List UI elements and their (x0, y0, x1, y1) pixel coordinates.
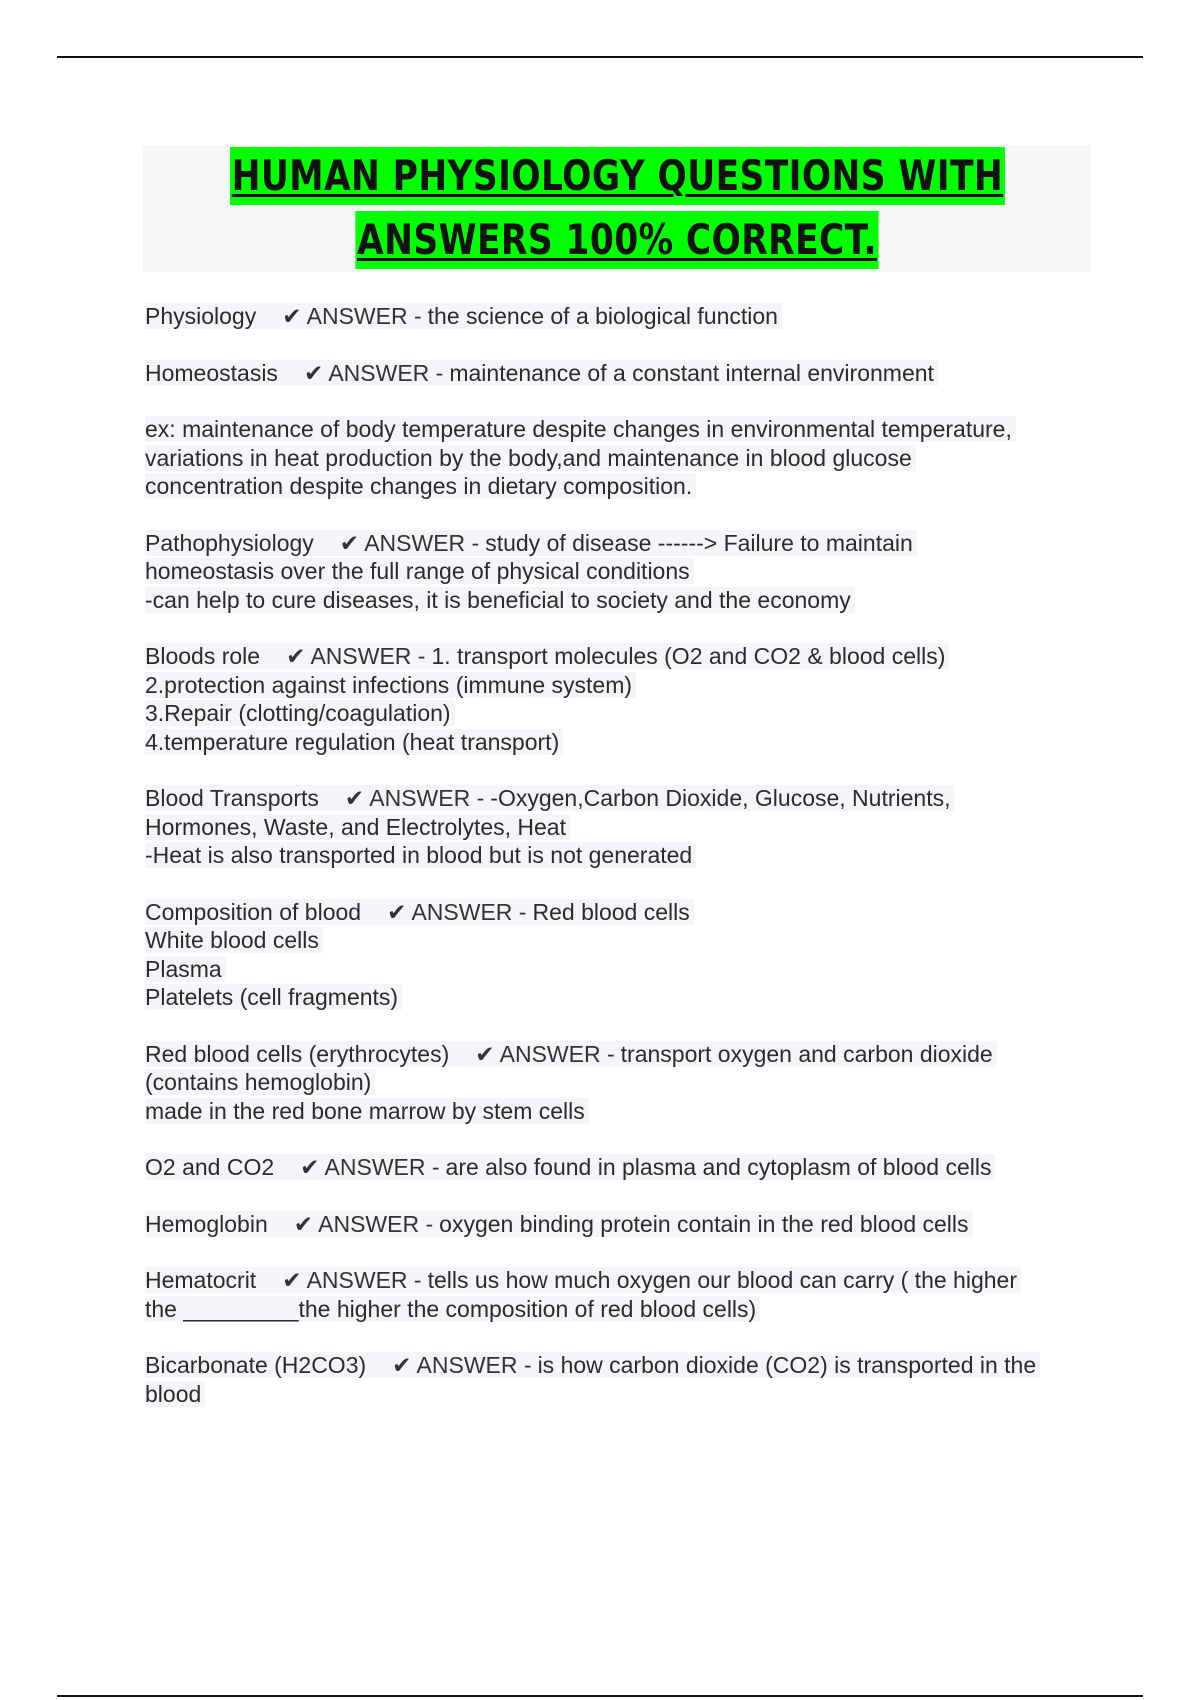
qa-entry-first-line (145, 1210, 1095, 1239)
qa-answer-text: the science of a biological function (427, 303, 778, 329)
qa-continuation-text: the _________the higher the composition of red blood cells) (145, 1296, 760, 1322)
checkmark-answer-marker: ✔ ANSWER - (293, 1210, 434, 1237)
qa-continuation-text: 3.Repair (clotting/coagulation) (145, 700, 455, 726)
qa-entry-first-line (145, 1153, 1095, 1182)
qa-continuation-text: -Heat is also transported in blood but is not generated (145, 842, 696, 868)
qa-continuation-text: White blood cells (145, 927, 323, 953)
qa-term: Bloods role (145, 643, 261, 669)
qa-continuation-line (145, 955, 1095, 984)
qa-continuation-text: 4.temperature regulation (heat transport) (145, 729, 563, 755)
qa-entry-highlight (145, 785, 954, 811)
qa-entry (145, 642, 1095, 756)
qa-entry-highlight (145, 1154, 995, 1180)
qa-answer-text: tells us how much oxygen our blood can carry ( the higher (427, 1267, 1017, 1293)
checkmark-answer-marker: ✔ ANSWER - (282, 303, 422, 329)
qa-entry-first-line (145, 1351, 1095, 1380)
qa-entry (145, 1266, 1095, 1323)
qa-term: Bicarbonate (H2CO3) (145, 1352, 367, 1378)
qa-continuation-line (145, 586, 1095, 615)
qa-entry (145, 1153, 1095, 1182)
qa-answer-text: maintenance of a constant internal environment (449, 359, 934, 386)
qa-entry (145, 302, 1095, 331)
qa-term: O2 and CO2 (145, 1154, 275, 1180)
qa-answer-text: 1. transport molecules (O2 and CO2 & blood cells) (431, 643, 946, 669)
document-title-box (143, 145, 1091, 272)
qa-continuation-line (145, 1068, 1095, 1097)
checkmark-answer-marker: ✔ ANSWER - (339, 529, 480, 556)
qa-continuation-line (145, 926, 1095, 955)
qa-term: Red blood cells (erythrocytes) (145, 1040, 450, 1067)
qa-continuation-line (145, 699, 1095, 728)
qa-continuation-text: Hormones, Waste, and Electrolytes, Heat (145, 814, 570, 840)
qa-term: Hematocrit (145, 1267, 257, 1293)
qa-entry-highlight (145, 899, 694, 925)
qa-continuation-line (145, 671, 1095, 700)
checkmark-answer-marker: ✔ ANSWER - (303, 359, 444, 386)
qa-entry-highlight (145, 1267, 1021, 1293)
qa-answer-text: are also found in plasma and cytoplasm of blood cells (445, 1154, 992, 1180)
checkmark-answer-marker: ✔ ANSWER - (282, 1267, 422, 1293)
qa-continuation-line (145, 557, 1095, 586)
qa-continuation-line (145, 472, 1095, 501)
qa-continuation-line (145, 1295, 1095, 1324)
qa-entry (145, 415, 1095, 501)
qa-entry-highlight (145, 530, 917, 556)
qa-term: Physiology (145, 303, 257, 329)
qa-entry-first-line (145, 359, 1095, 388)
qa-entry-highlight (145, 1352, 1040, 1378)
qa-entry (145, 784, 1095, 870)
qa-answer-text: oxygen binding protein contain in the red blood cells (439, 1210, 969, 1237)
qa-answer-text: is how carbon dioxide (CO2) is transported in the (537, 1352, 1037, 1378)
qa-entry-first-line (145, 898, 1095, 927)
checkmark-answer-marker: ✔ ANSWER - (286, 643, 426, 669)
qa-entry-highlight (145, 1211, 973, 1237)
qa-entry (145, 1351, 1095, 1408)
qa-entry-first-line (145, 1266, 1095, 1295)
qa-answer-text: study of disease ------> Failure to maintain (485, 529, 913, 556)
qa-continuation-text: 2.protection against infections (immune system) (145, 672, 636, 698)
qa-continuation-text: (contains hemoglobin) (145, 1069, 375, 1095)
qa-entry-highlight (145, 360, 938, 386)
qa-entry-first-line (145, 1040, 1095, 1069)
qa-continuation-line (145, 728, 1095, 757)
checkmark-answer-marker: ✔ ANSWER - (392, 1352, 532, 1378)
qa-entry-first-line (145, 302, 1095, 331)
qa-continuation-line (145, 415, 1095, 444)
qa-entry-first-line (145, 642, 1095, 671)
qa-entry-highlight (145, 303, 782, 329)
qa-continuation-line (145, 813, 1095, 842)
bottom-rule (57, 1695, 1143, 1697)
qa-entry (145, 1040, 1095, 1126)
checkmark-answer-marker: ✔ ANSWER - (475, 1040, 615, 1067)
checkmark-answer-marker: ✔ ANSWER - (387, 898, 527, 925)
qa-term: Blood Transports (145, 785, 319, 811)
qa-entry (145, 359, 1095, 388)
qa-entry-highlight (145, 643, 949, 669)
qa-continuation-text: Plasma (145, 956, 226, 982)
qa-term: Homeostasis (145, 359, 278, 386)
qa-answer-text: Red blood cells (532, 898, 690, 925)
qa-continuation-line (145, 444, 1095, 473)
qa-continuation-text: concentration despite changes in dietary composition. (145, 473, 696, 499)
qa-continuation-line (145, 983, 1095, 1012)
qa-entry (145, 1210, 1095, 1239)
qa-continuation-text: variations in heat production by the body,and maintenance in blood glucose (145, 445, 916, 471)
qa-entry-first-line (145, 784, 1095, 813)
qa-answer-text: -Oxygen,Carbon Dioxide, Glucose, Nutrients, (490, 785, 951, 811)
document-title-line-2: ANSWERS 100% CORRECT. (355, 211, 878, 269)
top-rule (57, 56, 1143, 58)
qa-entry-first-line (145, 529, 1095, 558)
checkmark-answer-marker: ✔ ANSWER - (300, 1154, 440, 1180)
qa-term: Hemoglobin (145, 1210, 268, 1237)
qa-term: Composition of blood (145, 898, 362, 925)
qa-entry-highlight (145, 1041, 997, 1067)
qa-continuation-text: -can help to cure diseases, it is beneficial to society and the economy (145, 587, 855, 613)
qa-entry (145, 529, 1095, 615)
checkmark-answer-marker: ✔ ANSWER - (344, 785, 485, 811)
qa-continuation-text: blood (145, 1381, 205, 1407)
qa-continuation-text: homeostasis over the full range of physical conditions (145, 558, 694, 584)
qa-continuation-line (145, 1380, 1095, 1409)
qa-continuation-text: made in the red bone marrow by stem cells (145, 1098, 589, 1124)
qa-continuation-line (145, 1097, 1095, 1126)
document-title-line-1: HUMAN PHYSIOLOGY QUESTIONS WITH (230, 147, 1005, 205)
qa-continuation-line (145, 841, 1095, 870)
qa-continuation-text: ex: maintenance of body temperature despite changes in environmental temperature, (145, 416, 1016, 442)
qa-term: Pathophysiology (145, 529, 314, 556)
qa-entries-list (145, 302, 1095, 1436)
qa-entry (145, 898, 1095, 1012)
qa-answer-text: transport oxygen and carbon dioxide (620, 1040, 993, 1067)
qa-continuation-text: Platelets (cell fragments) (145, 984, 402, 1010)
